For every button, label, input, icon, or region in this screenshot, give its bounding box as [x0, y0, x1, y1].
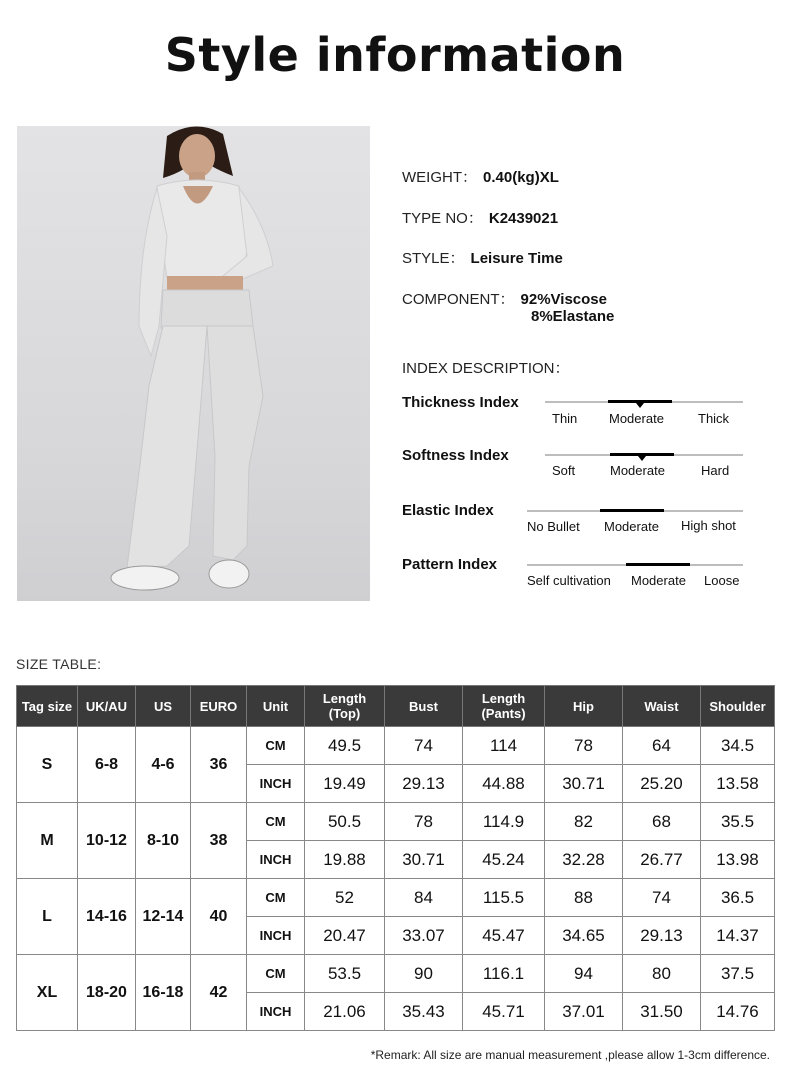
euro-cell: 40	[191, 879, 247, 955]
index-indicator	[600, 509, 664, 512]
col-header: EURO	[191, 686, 247, 727]
weight-row	[402, 166, 559, 187]
us-cell: 12-14	[136, 879, 191, 955]
euro-cell: 38	[191, 803, 247, 879]
value-cell: 80	[623, 955, 701, 993]
component-value-2: 8%Elastane	[531, 308, 615, 325]
value-cell: 37.5	[701, 955, 775, 993]
value-cell: 29.13	[385, 765, 463, 803]
us-cell: 4-6	[136, 727, 191, 803]
component-label: COMPONENT：	[402, 291, 515, 308]
value-cell: 19.88	[305, 841, 385, 879]
euro-cell: 36	[191, 727, 247, 803]
value-cell: 45.47	[463, 917, 545, 955]
value-cell: 35.43	[385, 993, 463, 1031]
value-cell: 20.47	[305, 917, 385, 955]
weight-label: WEIGHT：	[402, 169, 477, 186]
value-cell: 45.24	[463, 841, 545, 879]
value-cell: 114.9	[463, 803, 545, 841]
index-level: Moderate	[609, 411, 664, 426]
value-cell: 19.49	[305, 765, 385, 803]
index-name: Thickness Index	[402, 394, 519, 411]
value-cell: 78	[545, 727, 623, 765]
size-table-header	[17, 686, 775, 727]
col-header: Shoulder	[701, 686, 775, 727]
value-cell: 74	[385, 727, 463, 765]
value-cell: 34.5	[701, 727, 775, 765]
value-cell: 64	[623, 727, 701, 765]
page-title: Style information	[164, 28, 626, 82]
col-header: US	[136, 686, 191, 727]
index-indicator	[626, 563, 690, 566]
tag-size-cell: XL	[17, 955, 78, 1031]
index-level: High shot	[681, 518, 736, 533]
index-level: Moderate	[604, 519, 659, 534]
size-table	[16, 685, 775, 1031]
value-cell: 50.5	[305, 803, 385, 841]
value-cell: 25.20	[623, 765, 701, 803]
value-cell: 13.58	[701, 765, 775, 803]
value-cell: 114	[463, 727, 545, 765]
value-cell: 35.5	[701, 803, 775, 841]
value-cell: 29.13	[623, 917, 701, 955]
col-header: Tag size	[17, 686, 78, 727]
size-table-caption: SIZE TABLE:	[16, 656, 102, 672]
value-cell: 52	[305, 879, 385, 917]
table-row	[17, 803, 775, 841]
euro-cell: 42	[191, 955, 247, 1031]
type-label: TYPE NO：	[402, 210, 483, 227]
product-photo	[17, 126, 370, 601]
unit-cell: INCH	[247, 993, 305, 1031]
model-illustration	[17, 126, 370, 601]
unit-cell: CM	[247, 803, 305, 841]
value-cell: 68	[623, 803, 701, 841]
col-header	[463, 686, 545, 727]
component-row	[402, 288, 607, 309]
index-level: Soft	[552, 463, 576, 478]
index-level: Self cultivation	[527, 573, 611, 588]
col-header: Hip	[545, 686, 623, 727]
value-cell: 115.5	[463, 879, 545, 917]
value-cell: 88	[545, 879, 623, 917]
style-value: Leisure Time	[470, 250, 563, 267]
indicator-pointer-icon	[638, 456, 646, 461]
uk-cell: 10-12	[78, 803, 136, 879]
index-level: Moderate	[631, 573, 686, 588]
us-cell: 16-18	[136, 955, 191, 1031]
col-header-line: Length	[322, 691, 367, 706]
value-cell: 13.98	[701, 841, 775, 879]
value-cell: 21.06	[305, 993, 385, 1031]
type-row	[402, 207, 558, 228]
value-cell: 53.5	[305, 955, 385, 993]
value-cell: 49.5	[305, 727, 385, 765]
style-label: STYLE：	[402, 250, 465, 267]
value-cell: 14.37	[701, 917, 775, 955]
component-row-2	[531, 308, 614, 325]
unit-cell: INCH	[247, 765, 305, 803]
col-header-line: (Pants)	[481, 706, 526, 721]
col-header: Waist	[623, 686, 701, 727]
index-name: Pattern Index	[402, 556, 498, 573]
col-header-line: (Top)	[328, 706, 361, 721]
index-level: No Bullet	[527, 519, 580, 534]
col-header	[305, 686, 385, 727]
col-header: Bust	[385, 686, 463, 727]
uk-cell: 6-8	[78, 727, 136, 803]
index-level: Thin	[552, 411, 578, 426]
value-cell: 31.50	[623, 993, 701, 1031]
index-name: Elastic Index	[402, 502, 494, 519]
unit-cell: CM	[247, 879, 305, 917]
unit-cell: CM	[247, 727, 305, 765]
value-cell: 36.5	[701, 879, 775, 917]
value-cell: 90	[385, 955, 463, 993]
value-cell: 34.65	[545, 917, 623, 955]
index-level: Thick	[698, 411, 730, 426]
value-cell: 116.1	[463, 955, 545, 993]
indicator-pointer-icon	[636, 403, 644, 408]
index-heading-text: INDEX DESCRIPTION：	[402, 360, 570, 377]
index-level: Moderate	[610, 463, 665, 478]
tag-size-cell: S	[17, 727, 78, 803]
value-cell: 37.01	[545, 993, 623, 1031]
value-cell: 30.71	[385, 841, 463, 879]
unit-cell: INCH	[247, 841, 305, 879]
col-header-line: Length	[481, 691, 526, 706]
style-row	[402, 247, 563, 268]
uk-cell: 14-16	[78, 879, 136, 955]
value-cell: 44.88	[463, 765, 545, 803]
us-cell: 8-10	[136, 803, 191, 879]
value-cell: 26.77	[623, 841, 701, 879]
value-cell: 33.07	[385, 917, 463, 955]
component-value-1: 92%Viscose	[520, 291, 607, 308]
table-row	[17, 955, 775, 993]
value-cell: 14.76	[701, 993, 775, 1031]
col-header: Unit	[247, 686, 305, 727]
value-cell: 94	[545, 955, 623, 993]
table-row	[17, 727, 775, 765]
value-cell: 78	[385, 803, 463, 841]
value-cell: 32.28	[545, 841, 623, 879]
table-row	[17, 879, 775, 917]
value-cell: 82	[545, 803, 623, 841]
tag-size-cell: M	[17, 803, 78, 879]
unit-cell: INCH	[247, 917, 305, 955]
tag-size-cell: L	[17, 879, 78, 955]
col-header: UK/AU	[78, 686, 136, 727]
type-value: K2439021	[488, 210, 559, 227]
index-heading	[402, 357, 570, 378]
value-cell: 84	[385, 879, 463, 917]
value-cell: 30.71	[545, 765, 623, 803]
unit-cell: CM	[247, 955, 305, 993]
remark-note: *Remark: All size are manual measurement ,please allow 1-3cm difference.	[370, 1048, 770, 1062]
value-cell: 74	[623, 879, 701, 917]
index-name: Softness Index	[402, 447, 509, 464]
value-cell: 45.71	[463, 993, 545, 1031]
index-level: Loose	[704, 573, 740, 588]
weight-value: 0.40(kg)XL	[483, 169, 559, 186]
index-level: Hard	[701, 463, 730, 478]
uk-cell: 18-20	[78, 955, 136, 1031]
